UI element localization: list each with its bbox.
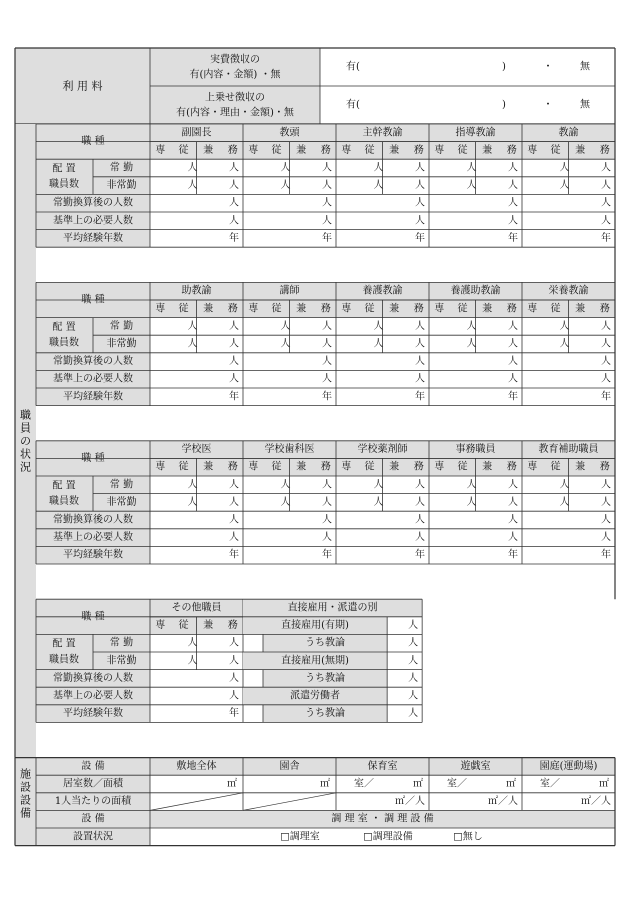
jisseki-ari-open: 有( bbox=[346, 61, 360, 73]
jyu-header: 従 bbox=[178, 144, 189, 156]
job-title: 学校医 bbox=[181, 444, 212, 456]
jyu-header: 従 bbox=[457, 303, 468, 315]
hitsuyou-label: 基準上の必要人数 bbox=[53, 690, 133, 702]
haichi-label: 配 置 bbox=[52, 163, 76, 175]
nin-unit: 人 bbox=[415, 320, 425, 332]
haichi-label: 配 置 bbox=[52, 638, 76, 650]
nin-unit: 人 bbox=[229, 373, 239, 385]
mu-header: 務 bbox=[506, 144, 517, 156]
direct-row-label: うち教論 bbox=[305, 637, 346, 649]
sen-header: 専 bbox=[341, 461, 352, 473]
nin-unit: 人 bbox=[415, 215, 425, 227]
direct-row-label: 派遣労働者 bbox=[290, 690, 341, 702]
nin-unit: 人 bbox=[466, 320, 477, 332]
sqm-unit: ㎡ bbox=[506, 778, 516, 790]
nin-unit: 人 bbox=[601, 162, 611, 174]
nin-unit: 人 bbox=[508, 514, 518, 526]
keiken-label: 平均経験年数 bbox=[63, 708, 123, 720]
sqm-per-unit: ㎡／人 bbox=[488, 796, 518, 808]
nin-unit: 人 bbox=[280, 180, 291, 192]
sen-header: 専 bbox=[527, 461, 538, 473]
mu-header: 務 bbox=[227, 620, 238, 632]
nin-unit: 人 bbox=[322, 338, 332, 350]
kansan-label: 常勤換算後の人数 bbox=[53, 672, 133, 684]
nin-unit: 人 bbox=[187, 496, 198, 508]
nin-unit: 人 bbox=[415, 532, 425, 544]
sqm-unit: ㎡ bbox=[320, 778, 330, 790]
haichi-label: 配 置 bbox=[52, 321, 76, 333]
room-slash: 室／ bbox=[354, 778, 374, 790]
sen-header: 専 bbox=[527, 303, 538, 315]
nin-unit: 人 bbox=[229, 215, 239, 227]
mu-header: 務 bbox=[227, 303, 238, 315]
nen-unit: 年 bbox=[508, 549, 518, 561]
jyu-header: 従 bbox=[178, 303, 189, 315]
nin-unit: 人 bbox=[322, 356, 332, 368]
nin-unit: 人 bbox=[508, 479, 518, 491]
nin-unit: 人 bbox=[466, 162, 477, 174]
nin-unit: 人 bbox=[373, 180, 384, 192]
nin-unit: 人 bbox=[601, 479, 611, 491]
nin-unit: 人 bbox=[187, 162, 198, 174]
job-title: 指導教諭 bbox=[455, 127, 496, 139]
nin-unit: 人 bbox=[408, 620, 419, 632]
mu-header: 務 bbox=[506, 461, 517, 473]
nin-unit: 人 bbox=[229, 320, 239, 332]
sen-header: 専 bbox=[155, 461, 166, 473]
nin-unit: 人 bbox=[601, 180, 611, 192]
keiken-label: 平均経験年数 bbox=[63, 232, 123, 244]
facility-section-label-char: 設 bbox=[20, 780, 31, 794]
nin-unit: 人 bbox=[322, 496, 332, 508]
hitsuyou-label: 基準上の必要人数 bbox=[53, 532, 133, 544]
job-title: その他職員 bbox=[171, 602, 222, 614]
nin-unit: 人 bbox=[229, 338, 239, 350]
sqm-unit: ㎡ bbox=[413, 778, 423, 790]
job-title: 養護助教諭 bbox=[450, 285, 501, 297]
jyu-header: 従 bbox=[457, 144, 468, 156]
joukin-label: 常 勤 bbox=[109, 637, 134, 649]
mu-header: 務 bbox=[413, 461, 424, 473]
jisseki-label: 有(内容・金額) ・無 bbox=[189, 69, 281, 81]
nin-unit: 人 bbox=[373, 338, 384, 350]
direct-row-label: うち教論 bbox=[305, 708, 346, 720]
direct-row-label: うち教論 bbox=[305, 672, 346, 684]
sqm-unit: ㎡ bbox=[599, 778, 609, 790]
setsubi-label: 設 備 bbox=[81, 813, 105, 825]
nin-unit: 人 bbox=[322, 514, 332, 526]
uwanose-label: 上乗せ徴収の bbox=[205, 92, 265, 104]
nin-unit: 人 bbox=[187, 655, 198, 667]
haichi-label: 職員数 bbox=[49, 495, 79, 507]
nin-unit: 人 bbox=[415, 338, 425, 350]
job-title: 助教諭 bbox=[181, 285, 212, 297]
nin-unit: 人 bbox=[322, 215, 332, 227]
nin-unit: 人 bbox=[601, 338, 611, 350]
mu-header: 務 bbox=[413, 144, 424, 156]
nin-unit: 人 bbox=[322, 479, 332, 491]
per-person-label: 1人当たりの面積 bbox=[54, 796, 132, 808]
nen-unit: 年 bbox=[415, 549, 425, 561]
nin-unit: 人 bbox=[601, 514, 611, 526]
nin-unit: 人 bbox=[559, 162, 570, 174]
jyu-header: 従 bbox=[271, 461, 282, 473]
nin-unit: 人 bbox=[229, 672, 239, 684]
nin-unit: 人 bbox=[601, 215, 611, 227]
facility-section-label-char: 施 bbox=[20, 767, 31, 781]
nin-unit: 人 bbox=[508, 338, 518, 350]
facility-header: 敷地全体 bbox=[176, 760, 217, 772]
ken-header: 兼 bbox=[389, 144, 400, 156]
setsubi-label: 設 備 bbox=[81, 760, 105, 772]
jyu-header: 従 bbox=[550, 303, 561, 315]
mu-header: 務 bbox=[320, 144, 331, 156]
job-title: 教育補助職員 bbox=[538, 444, 599, 456]
sen-header: 専 bbox=[527, 144, 538, 156]
mu-header: 務 bbox=[599, 144, 610, 156]
nin-unit: 人 bbox=[508, 215, 518, 227]
ken-header: 兼 bbox=[296, 144, 307, 156]
haichi-label: 職員数 bbox=[49, 337, 79, 349]
nen-unit: 年 bbox=[322, 391, 332, 403]
nen-unit: 年 bbox=[322, 549, 332, 561]
jisseki-dot: ・ bbox=[543, 61, 553, 73]
sen-header: 専 bbox=[155, 144, 166, 156]
nin-unit: 人 bbox=[601, 373, 611, 385]
ken-header: 兼 bbox=[296, 303, 307, 315]
nin-unit: 人 bbox=[415, 356, 425, 368]
nin-unit: 人 bbox=[601, 496, 611, 508]
shokushu-label: 職 種 bbox=[81, 611, 105, 623]
room-slash: 室／ bbox=[447, 778, 467, 790]
ken-header: 兼 bbox=[389, 303, 400, 315]
nin-unit: 人 bbox=[280, 479, 291, 491]
jyu-header: 従 bbox=[550, 144, 561, 156]
nin-unit: 人 bbox=[601, 197, 611, 209]
nin-unit: 人 bbox=[322, 320, 332, 332]
nin-unit: 人 bbox=[508, 356, 518, 368]
ken-header: 兼 bbox=[575, 461, 586, 473]
diagonal-line bbox=[150, 793, 243, 811]
sqm-unit: ㎡ bbox=[227, 778, 237, 790]
jyu-header: 従 bbox=[271, 303, 282, 315]
nin-unit: 人 bbox=[415, 496, 425, 508]
job-title: 養護教諭 bbox=[362, 285, 403, 297]
mu-header: 務 bbox=[599, 303, 610, 315]
nin-unit: 人 bbox=[187, 338, 198, 350]
nin-unit: 人 bbox=[408, 708, 419, 720]
mu-header: 務 bbox=[227, 461, 238, 473]
nin-unit: 人 bbox=[415, 373, 425, 385]
nin-unit: 人 bbox=[508, 162, 518, 174]
nin-unit: 人 bbox=[229, 356, 239, 368]
nin-unit: 人 bbox=[229, 690, 239, 702]
nen-unit: 年 bbox=[229, 232, 239, 244]
joukin-label: 常 勤 bbox=[109, 162, 134, 174]
option-nashi: □無し bbox=[453, 831, 483, 843]
nen-unit: 年 bbox=[415, 391, 425, 403]
nin-unit: 人 bbox=[466, 496, 477, 508]
nin-unit: 人 bbox=[187, 320, 198, 332]
nin-unit: 人 bbox=[408, 690, 419, 702]
uwanose-ari-open: 有( bbox=[346, 99, 360, 111]
job-title: 事務職員 bbox=[455, 444, 496, 456]
nin-unit: 人 bbox=[408, 672, 419, 684]
nin-unit: 人 bbox=[229, 514, 239, 526]
nin-unit: 人 bbox=[322, 197, 332, 209]
staff-section-label-char: 職 bbox=[20, 408, 31, 422]
nin-unit: 人 bbox=[280, 496, 291, 508]
hitsuyou-label: 基準上の必要人数 bbox=[53, 215, 133, 227]
job-title: 副園長 bbox=[181, 127, 212, 139]
direct-header: 直接雇用・派遣の別 bbox=[287, 602, 378, 614]
sqm-per-unit: ㎡／人 bbox=[581, 796, 611, 808]
jyu-header: 従 bbox=[178, 620, 189, 632]
job-title: 学校薬剤師 bbox=[357, 444, 408, 456]
job-title: 学校歯科医 bbox=[264, 444, 315, 456]
mu-header: 務 bbox=[413, 303, 424, 315]
nin-unit: 人 bbox=[415, 514, 425, 526]
ken-header: 兼 bbox=[389, 461, 400, 473]
nin-unit: 人 bbox=[466, 180, 477, 192]
staff-section-label-char: 状 bbox=[20, 447, 31, 461]
nin-unit: 人 bbox=[601, 532, 611, 544]
nin-unit: 人 bbox=[415, 479, 425, 491]
nin-unit: 人 bbox=[601, 320, 611, 332]
nin-unit: 人 bbox=[415, 162, 425, 174]
sen-header: 専 bbox=[434, 461, 445, 473]
nin-unit: 人 bbox=[187, 180, 198, 192]
jyu-header: 従 bbox=[364, 461, 375, 473]
nin-unit: 人 bbox=[508, 496, 518, 508]
ken-header: 兼 bbox=[296, 461, 307, 473]
nen-unit: 年 bbox=[601, 549, 611, 561]
nin-unit: 人 bbox=[187, 479, 198, 491]
haichi-label: 職員数 bbox=[49, 654, 79, 666]
diagonal-line bbox=[243, 793, 336, 811]
staff-section-label-char: 員 bbox=[20, 421, 31, 435]
nin-unit: 人 bbox=[559, 320, 570, 332]
nen-unit: 年 bbox=[229, 391, 239, 403]
uwanose-nashi: 無 bbox=[580, 99, 590, 111]
nin-unit: 人 bbox=[280, 338, 291, 350]
nin-unit: 人 bbox=[322, 180, 332, 192]
jisseki-label: 実費徴収の bbox=[210, 54, 260, 66]
shokushu-label: 職 種 bbox=[81, 452, 105, 464]
nin-unit: 人 bbox=[415, 180, 425, 192]
nin-unit: 人 bbox=[229, 496, 239, 508]
staff-section-label-char: 況 bbox=[20, 460, 31, 474]
nin-unit: 人 bbox=[559, 180, 570, 192]
nin-unit: 人 bbox=[508, 373, 518, 385]
nin-unit: 人 bbox=[280, 320, 291, 332]
nin-unit: 人 bbox=[280, 162, 291, 174]
sen-header: 専 bbox=[248, 144, 259, 156]
kyoshitsu-label: 居室数／面積 bbox=[63, 778, 123, 790]
facility-header: 遊戯室 bbox=[460, 760, 491, 772]
mu-header: 務 bbox=[599, 461, 610, 473]
direct-row-label: 直接雇用(無期) bbox=[281, 655, 349, 667]
keiken-label: 平均経験年数 bbox=[63, 391, 123, 403]
nin-unit: 人 bbox=[559, 496, 570, 508]
nin-unit: 人 bbox=[229, 532, 239, 544]
joukin-label: 常 勤 bbox=[109, 320, 134, 332]
nin-unit: 人 bbox=[508, 532, 518, 544]
chouri-header-cell bbox=[36, 810, 615, 828]
ken-header: 兼 bbox=[203, 303, 214, 315]
sen-header: 専 bbox=[155, 303, 166, 315]
uwanose-dot: ・ bbox=[543, 99, 553, 111]
mu-header: 務 bbox=[320, 303, 331, 315]
nen-unit: 年 bbox=[601, 391, 611, 403]
nin-unit: 人 bbox=[559, 338, 570, 350]
nin-unit: 人 bbox=[229, 479, 239, 491]
sen-header: 専 bbox=[341, 303, 352, 315]
ken-header: 兼 bbox=[482, 144, 493, 156]
nin-unit: 人 bbox=[322, 532, 332, 544]
facility-header: 保育室 bbox=[367, 760, 398, 772]
job-title: 教諭 bbox=[558, 127, 579, 139]
staff-section-label-char: の bbox=[20, 434, 31, 448]
nin-unit: 人 bbox=[229, 637, 239, 649]
nin-unit: 人 bbox=[322, 162, 332, 174]
sen-header: 専 bbox=[434, 303, 445, 315]
nin-unit: 人 bbox=[508, 180, 518, 192]
keiken-label: 平均経験年数 bbox=[63, 549, 123, 561]
nen-unit: 年 bbox=[601, 232, 611, 244]
usage-fee-label: 利 用 料 bbox=[62, 79, 103, 93]
nin-unit: 人 bbox=[508, 320, 518, 332]
uwanose-ari-close: ) bbox=[502, 99, 506, 111]
nin-unit: 人 bbox=[415, 197, 425, 209]
job-title: 栄養教諭 bbox=[548, 285, 589, 297]
room-slash: 室／ bbox=[540, 778, 560, 790]
nin-unit: 人 bbox=[187, 637, 198, 649]
job-title: 教頭 bbox=[279, 127, 300, 139]
option-chourisetsubi: □調理設備 bbox=[363, 831, 413, 843]
ken-header: 兼 bbox=[575, 303, 586, 315]
facility-section-label-char: 設 bbox=[20, 793, 31, 807]
shokushu-label: 職 種 bbox=[81, 294, 105, 306]
mu-header: 務 bbox=[320, 461, 331, 473]
sen-header: 専 bbox=[341, 144, 352, 156]
nin-unit: 人 bbox=[373, 162, 384, 174]
jyu-header: 従 bbox=[457, 461, 468, 473]
sen-header: 専 bbox=[155, 620, 166, 632]
kansan-label: 常勤換算後の人数 bbox=[53, 514, 133, 526]
jyu-header: 従 bbox=[550, 461, 561, 473]
nin-unit: 人 bbox=[373, 320, 384, 332]
ken-header: 兼 bbox=[203, 620, 214, 632]
haichi-label: 配 置 bbox=[52, 480, 76, 492]
jyu-header: 従 bbox=[271, 144, 282, 156]
sen-header: 専 bbox=[248, 303, 259, 315]
jyu-header: 従 bbox=[178, 461, 189, 473]
nin-unit: 人 bbox=[229, 162, 239, 174]
uwanose-label: 有(内容・理由・金額)・無 bbox=[176, 107, 294, 119]
joukin-label: 常 勤 bbox=[109, 479, 134, 491]
nen-unit: 年 bbox=[229, 708, 239, 720]
jisseki-nashi: 無 bbox=[580, 61, 590, 73]
job-title: 講師 bbox=[279, 285, 300, 297]
ken-header: 兼 bbox=[203, 144, 214, 156]
ken-header: 兼 bbox=[203, 461, 214, 473]
nen-unit: 年 bbox=[322, 232, 332, 244]
facility-section-label-char: 備 bbox=[20, 806, 31, 820]
hijoukin-label: 非常勤 bbox=[106, 496, 137, 508]
nin-unit: 人 bbox=[373, 496, 384, 508]
ken-header: 兼 bbox=[575, 144, 586, 156]
nin-unit: 人 bbox=[408, 655, 419, 667]
nen-unit: 年 bbox=[415, 232, 425, 244]
nen-unit: 年 bbox=[508, 391, 518, 403]
facility-header-cell bbox=[36, 758, 615, 776]
sqm-per-unit: ㎡／人 bbox=[395, 796, 425, 808]
haichi-label: 職員数 bbox=[49, 179, 79, 191]
jisseki-ari-close: ) bbox=[502, 61, 506, 73]
mu-header: 務 bbox=[227, 144, 238, 156]
nin-unit: 人 bbox=[229, 655, 239, 667]
nin-unit: 人 bbox=[229, 197, 239, 209]
option-chourishitsu: □調理室 bbox=[280, 831, 320, 843]
job-title: 主幹教諭 bbox=[362, 127, 403, 139]
kansan-label: 常勤換算後の人数 bbox=[53, 356, 133, 368]
ken-header: 兼 bbox=[482, 303, 493, 315]
nin-unit: 人 bbox=[373, 479, 384, 491]
nen-unit: 年 bbox=[508, 232, 518, 244]
nin-unit: 人 bbox=[559, 479, 570, 491]
nin-unit: 人 bbox=[601, 356, 611, 368]
jyu-header: 従 bbox=[364, 144, 375, 156]
mu-header: 務 bbox=[506, 303, 517, 315]
nen-unit: 年 bbox=[229, 549, 239, 561]
hitsuyou-label: 基準上の必要人数 bbox=[53, 373, 133, 385]
nin-unit: 人 bbox=[466, 479, 477, 491]
direct-row-label: 直接雇用(有期) bbox=[281, 620, 349, 632]
kansan-label: 常勤換算後の人数 bbox=[53, 197, 133, 209]
hijoukin-label: 非常勤 bbox=[106, 655, 137, 667]
chouri-title: 調 理 室 ・ 調 理 設 備 bbox=[331, 813, 434, 825]
jyu-header: 従 bbox=[364, 303, 375, 315]
sen-header: 専 bbox=[248, 461, 259, 473]
nin-unit: 人 bbox=[408, 637, 419, 649]
nin-unit: 人 bbox=[466, 338, 477, 350]
ken-header: 兼 bbox=[482, 461, 493, 473]
nin-unit: 人 bbox=[508, 197, 518, 209]
status-label: 設置状況 bbox=[73, 831, 113, 843]
nin-unit: 人 bbox=[322, 373, 332, 385]
shokushu-label: 職 種 bbox=[81, 136, 105, 148]
hijoukin-label: 非常勤 bbox=[106, 338, 137, 350]
facility-header: 園舎 bbox=[279, 760, 300, 772]
sen-header: 専 bbox=[434, 144, 445, 156]
nin-unit: 人 bbox=[229, 180, 239, 192]
hijoukin-label: 非常勤 bbox=[106, 180, 137, 192]
facility-header: 園庭(運動場) bbox=[539, 760, 598, 772]
